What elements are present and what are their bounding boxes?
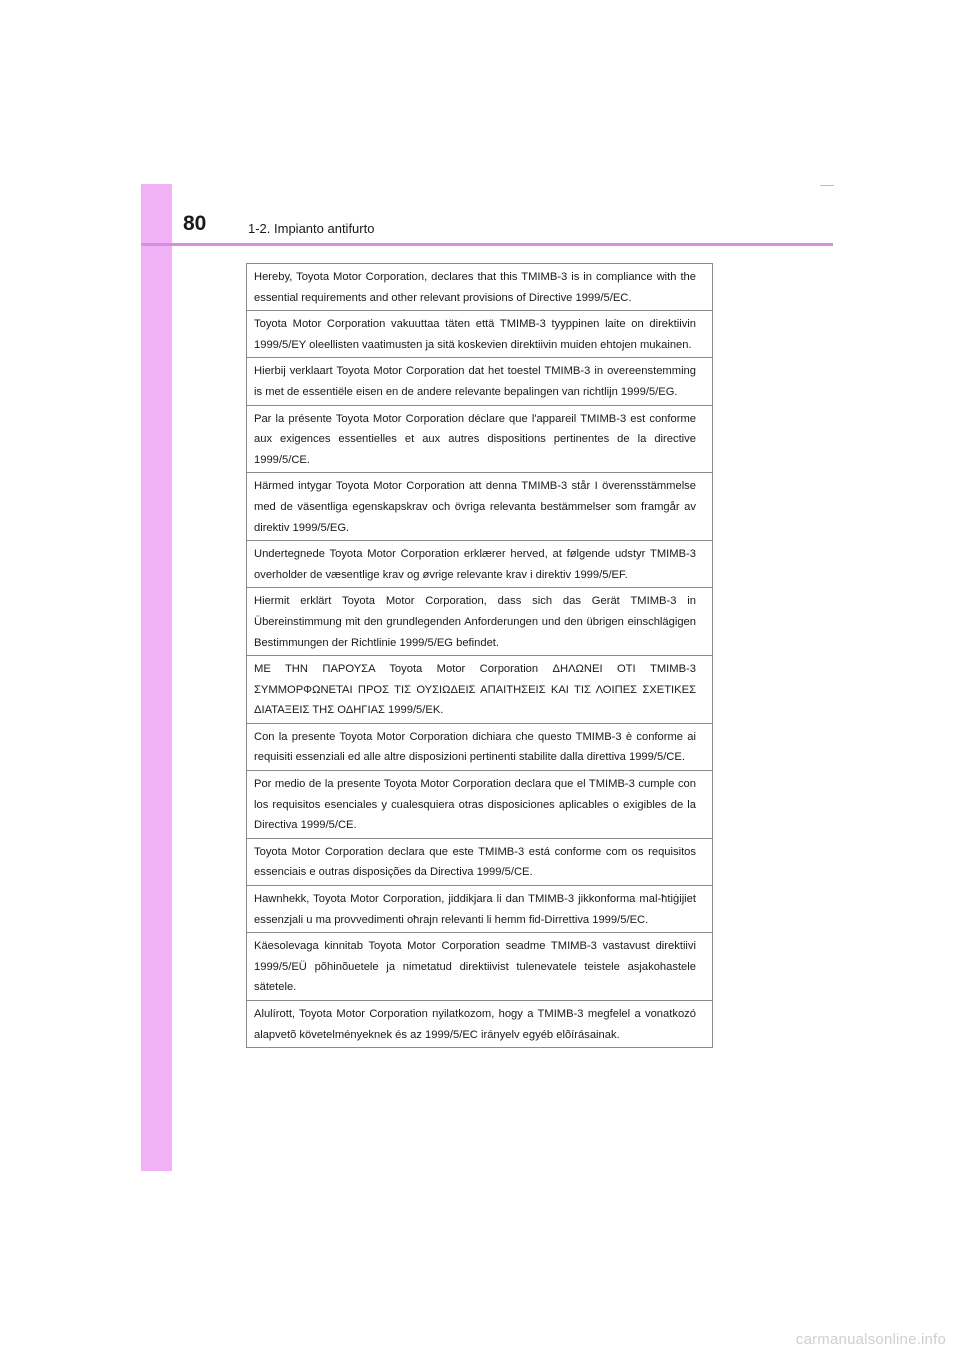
footer-watermark: carmanualsonline.info — [795, 1331, 946, 1348]
declaration-row-nl — [247, 358, 713, 405]
declaration-row-da — [247, 541, 713, 588]
header-rule — [141, 243, 833, 246]
section-sidebar-tab — [141, 184, 172, 1171]
declaration-text: Hiermit erklärt Toyota Motor Corporation, dass sich das Gerät TMIMB-3 in Übereinstimmung mit den grundlegenden Anforderungen und den übrigen einschlägigen Bestimmungen der Richtlinie 1999/5/EG befindet. — [247, 588, 713, 656]
corner-mark — [820, 185, 834, 186]
declaration-text: Toyota Motor Corporation declara que este TMIMB-3 está conforme com os requisitos essenciais e outras disposições da Directiva 1999/5/CE. — [247, 838, 713, 885]
declaration-row-el — [247, 656, 713, 724]
declaration-text: ΜΕ ΤΗΝ ΠΑΡΟΥΣΑ Toyota Motor Corporation ΔΗΛΩΝΕΙ ΟΤΙ TMIMB-3 ΣΥΜΜΟΡΦΩΝΕΤΑΙ ΠΡΟΣ ΤΙΣ ΟΥΣΙΩΔΕΙΣ ΑΠΑΙΤΗΣΕΙΣ ΚΑΙ ΤΙΣ ΛΟΙΠΕΣ ΣΧΕΤΙΚΕΣ ΔΙΑΤΑΞΕΙΣ ΤΗΣ ΟΔΗΓΙΑΣ 1999/5/ΕΚ. — [247, 656, 713, 724]
declaration-row-sv — [247, 473, 713, 541]
declaration-text: Käesolevaga kinnitab Toyota Motor Corporation seadme TMIMB-3 vastavust direktiivi 1999/5/EÜ põhinõuetele ja nimetatud direktiivist tulenevatele teistele asjakohastele sätetele. — [247, 933, 713, 1001]
declaration-text: Härmed intygar Toyota Motor Corporation att denna TMIMB-3 står I överensstämmelse med de väsentliga egenskapskrav och övriga relevanta bestämmelser som framgår av direktiv 1999/5/EG. — [247, 473, 713, 541]
declaration-text: Por medio de la presente Toyota Motor Corporation declara que el TMIMB-3 cumple con los requisitos esenciales y cualesquiera otras disposiciones aplicables o exigibles de la Directiva 1999/5/CE. — [247, 771, 713, 839]
declaration-text: Par la présente Toyota Motor Corporation déclare que l'appareil TMIMB-3 est conforme aux exigences essentielles et aux autres dispositions pertinentes de la directive 1999/5/CE. — [247, 405, 713, 473]
declaration-row-hu — [247, 1001, 713, 1048]
declaration-row-pt — [247, 838, 713, 885]
declaration-row-it — [247, 723, 713, 770]
declaration-text: Hierbij verklaart Toyota Motor Corporation dat het toestel TMIMB-3 in overeenstemming is met de essentiële eisen en de andere relevante bepalingen van richtlijn 1999/5/EG. — [247, 358, 713, 405]
declaration-text: Alulírott, Toyota Motor Corporation nyilatkozom, hogy a TMIMB-3 megfelel a vonatkozó alapvetõ követelményeknek és az 1999/5/EC irányelv egyéb elõírásainak. — [247, 1001, 713, 1048]
declaration-row-es — [247, 771, 713, 839]
declaration-row-fr — [247, 405, 713, 473]
page-number: 80 — [183, 212, 207, 235]
declaration-text: Hawnhekk, Toyota Motor Corporation, jiddikjara li dan TMIMB-3 jikkonforma mal-ħtiġijiet essenzjali u ma provvedimenti oħrajn relevanti li hemm fid-Dirrettiva 1999/5/EC. — [247, 886, 713, 933]
declaration-row-en — [247, 264, 713, 311]
declaration-row-fi — [247, 311, 713, 358]
declarations-table — [246, 263, 713, 1048]
declaration-row-et — [247, 933, 713, 1001]
section-title: 1-2. Impianto antifurto — [248, 221, 375, 236]
declaration-text: Toyota Motor Corporation vakuuttaa täten että TMIMB-3 tyyppinen laite on direktiivin 1999/5/EY oleellisten vaatimusten ja sitä koskevien direktiivin muiden ehtojen mukainen. — [247, 311, 713, 358]
declaration-text: Undertegnede Toyota Motor Corporation erklærer herved, at følgende udstyr TMIMB-3 overholder de væsentlige krav og øvrige relevante krav i direktiv 1999/5/EF. — [247, 541, 713, 588]
declaration-text: Con la presente Toyota Motor Corporation dichiara che questo TMIMB-3 è conforme ai requisiti essenziali ed alle altre disposizioni pertinenti stabilite dalla direttiva 1999/5/CE. — [247, 723, 713, 770]
declaration-text: Hereby, Toyota Motor Corporation, declares that this TMIMB-3 is in compliance with the essential requirements and other relevant provisions of Directive 1999/5/EC. — [247, 264, 713, 311]
declaration-row-mt — [247, 886, 713, 933]
declaration-row-de — [247, 588, 713, 656]
